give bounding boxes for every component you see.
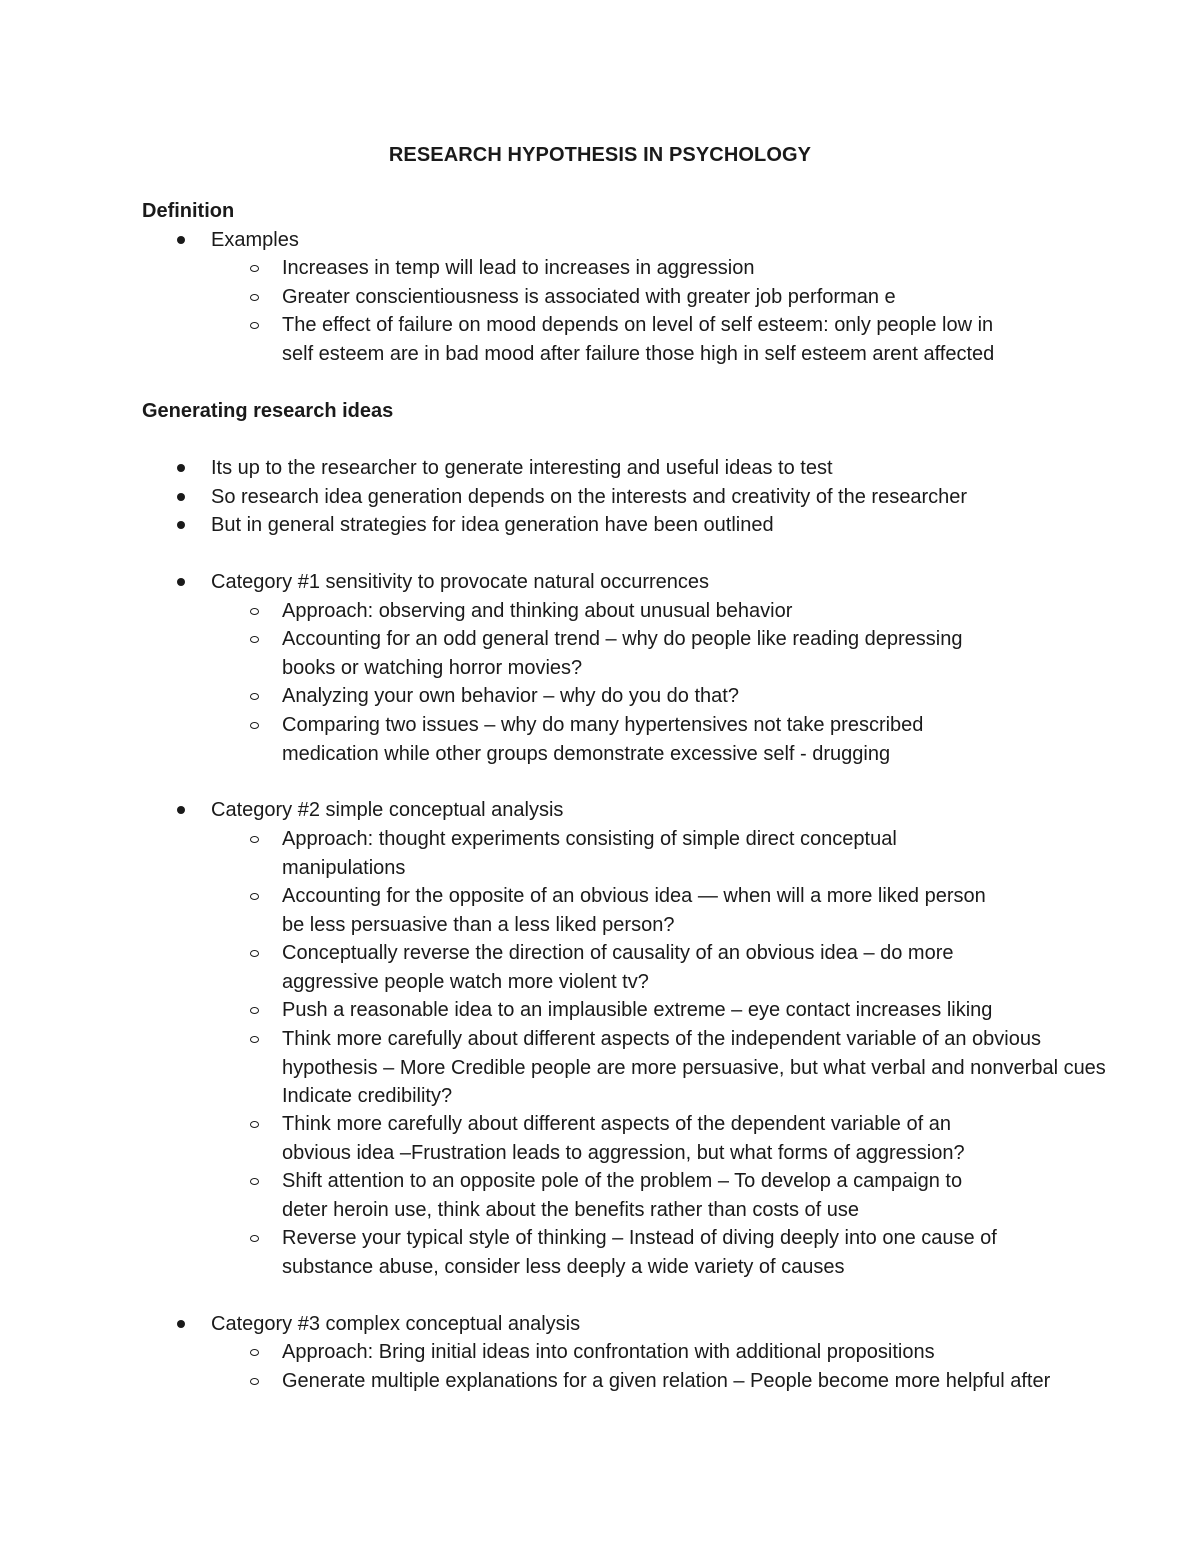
- sub-bullet-item: Conceptually reverse the direction of causality of an obvious idea – do more aggressive people watch more violent tv?: [282, 939, 954, 996]
- sub-bullet-item: Shift attention to an opposite pole of the problem – To develop a campaign to deter heroin use, think about the benefits rather than costs of use: [282, 1167, 962, 1224]
- sub-bullet-item: Approach: Bring initial ideas into confrontation with additional propositions: [282, 1338, 935, 1367]
- bullet-circle-icon: [250, 950, 259, 957]
- bullet-item: Examples: [211, 226, 299, 255]
- bullet-circle-icon: [250, 1349, 259, 1356]
- sub-bullet-item: Push a reasonable idea to an implausible extreme – eye contact increases liking: [282, 996, 992, 1025]
- sub-bullet-item: Approach: observing and thinking about unusual behavior: [282, 597, 792, 626]
- bullet-item: But in general strategies for idea generation have been outlined: [211, 511, 774, 540]
- bullet-circle-icon: [250, 1235, 259, 1242]
- sub-bullet-item: Increases in temp will lead to increases in aggression: [282, 254, 754, 283]
- bullet-circle-icon: [250, 1378, 259, 1385]
- sub-bullet-item: Think more carefully about different aspects of the independent variable of an obvious hypothesis – More Credible people are more persuasive, but what verbal and nonverbal cues Indicate credibility?: [282, 1025, 1106, 1111]
- bullet-dot-icon: [177, 578, 185, 586]
- bullet-item: Category #1 sensitivity to provocate natural occurrences: [211, 568, 709, 597]
- sub-bullet-item: Generate multiple explanations for a given relation – People become more helpful after: [282, 1367, 1050, 1396]
- sub-bullet-item: Comparing two issues – why do many hypertensives not take prescribed medication while other groups demonstrate excessive self - drugging: [282, 711, 923, 768]
- bullet-circle-icon: [250, 265, 259, 272]
- bullet-circle-icon: [250, 1007, 259, 1014]
- bullet-circle-icon: [250, 1121, 259, 1128]
- bullet-dot-icon: [177, 806, 185, 814]
- section-heading-definition: Definition: [142, 200, 235, 222]
- sub-bullet-item: The effect of failure on mood depends on level of self esteem: only people low in self esteem are in bad mood after failure those high in self esteem arent affected: [282, 311, 994, 368]
- sub-bullet-item: Greater conscientiousness is associated with greater job performan e: [282, 283, 896, 312]
- bullet-circle-icon: [250, 1178, 259, 1185]
- bullet-circle-icon: [250, 294, 259, 301]
- bullet-circle-icon: [250, 636, 259, 643]
- bullet-dot-icon: [177, 521, 185, 529]
- sub-bullet-item: Accounting for the opposite of an obvious idea — when will a more liked person be less persuasive than a less liked person?: [282, 882, 986, 939]
- sub-bullet-item: Think more carefully about different aspects of the dependent variable of an obvious idea –Frustration leads to aggression, but what forms of aggression?: [282, 1110, 965, 1167]
- sub-bullet-item: Analyzing your own behavior – why do you do that?: [282, 682, 739, 711]
- bullet-item: So research idea generation depends on the interests and creativity of the researcher: [211, 483, 967, 512]
- bullet-circle-icon: [250, 836, 259, 843]
- sub-bullet-item: Accounting for an odd general trend – why do people like reading depressing books or watching horror movies?: [282, 625, 962, 682]
- bullet-circle-icon: [250, 608, 259, 615]
- bullet-circle-icon: [250, 693, 259, 700]
- bullet-circle-icon: [250, 722, 259, 729]
- document-title: RESEARCH HYPOTHESIS IN PSYCHOLOGY: [388, 144, 812, 166]
- bullet-dot-icon: [177, 493, 185, 501]
- bullet-item: Category #2 simple conceptual analysis: [211, 796, 563, 825]
- sub-bullet-item: Approach: thought experiments consisting of simple direct conceptual manipulations: [282, 825, 897, 882]
- bullet-item: Category #3 complex conceptual analysis: [211, 1310, 580, 1339]
- bullet-dot-icon: [177, 1320, 185, 1328]
- section-heading-generating-research-ideas: Generating research ideas: [142, 400, 394, 422]
- bullet-dot-icon: [177, 236, 185, 244]
- bullet-circle-icon: [250, 893, 259, 900]
- bullet-item: Its up to the researcher to generate interesting and useful ideas to test: [211, 454, 833, 483]
- bullet-circle-icon: [250, 322, 259, 329]
- bullet-circle-icon: [250, 1036, 259, 1043]
- bullet-dot-icon: [177, 464, 185, 472]
- sub-bullet-item: Reverse your typical style of thinking – Instead of diving deeply into one cause of substance abuse, consider less deeply a wide variety of causes: [282, 1224, 997, 1281]
